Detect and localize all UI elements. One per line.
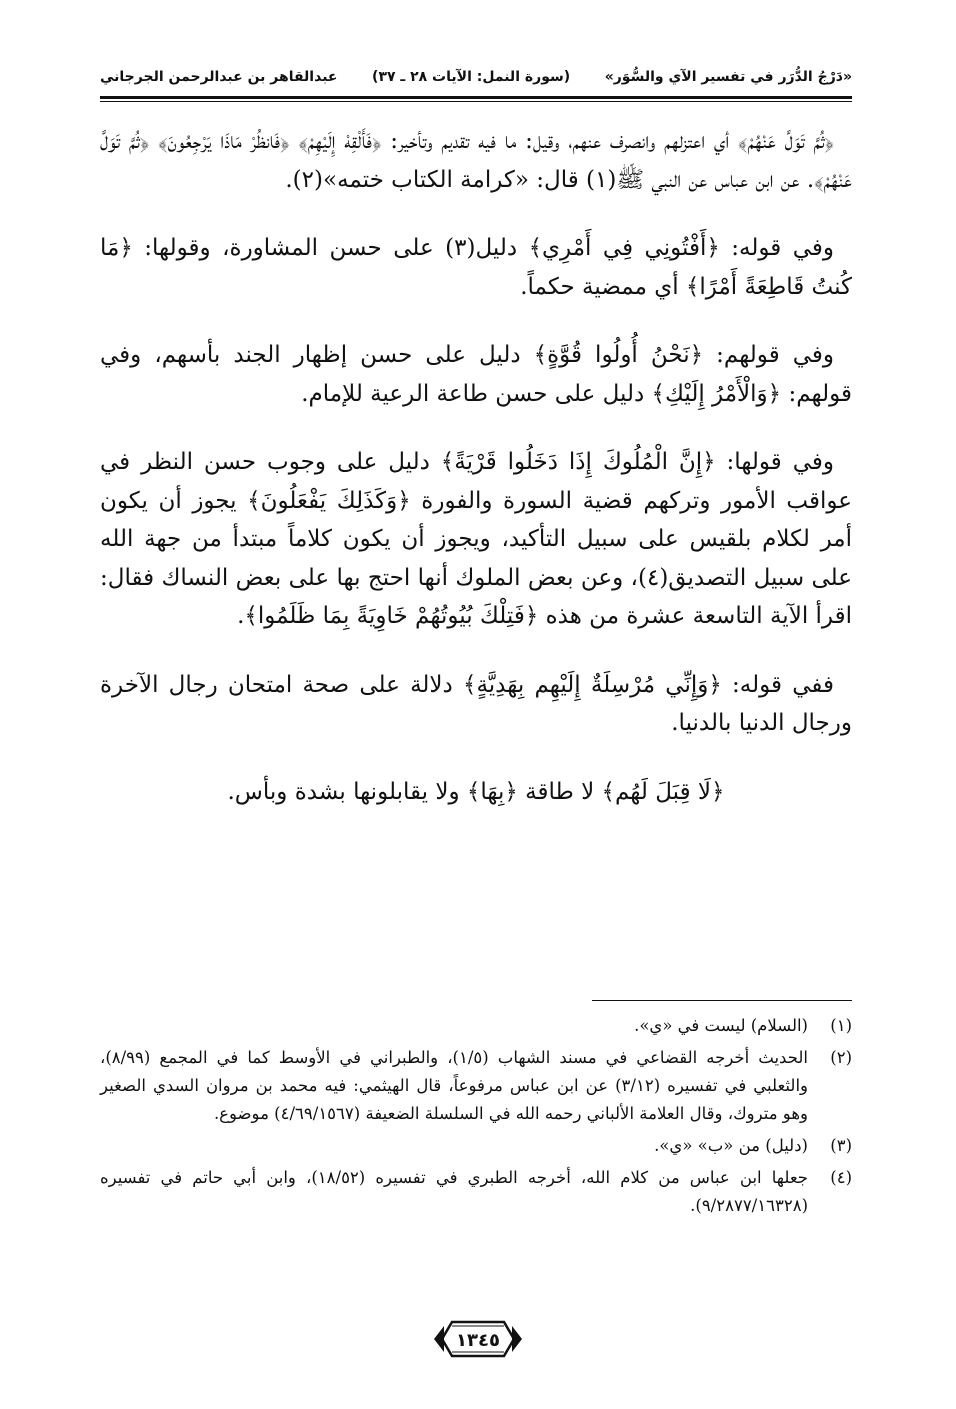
footnote-number: (٣) [830,1136,852,1155]
footnotes [100,1012,852,1224]
header-rule [100,96,852,99]
paragraph: ففي قوله: ﴿وَإِنِّي مُرْسِلَةٌ إِلَيْهِم بِهَدِيَّةٍ﴾ دلالة على صحة امتحان رجال الآخرة ورجال الدنيا بالدنيا. [100,671,852,736]
footnote [100,1132,852,1160]
body-text [100,122,852,841]
footnote-number: (١) [830,1016,852,1035]
footnote-text: (دليل) من «ب» «ي». [654,1136,808,1155]
paragraph: وفي قولها: ﴿إِنَّ الْمُلُوكَ إِذَا دَخَلُوا قَرْيَةً﴾ دليل على وجوب حسن النظر في عواقب الأمور وتركهم قضية السورة والفورة ﴿وَكَذَلِكَ يَفْعَلُونَ﴾ يجوز أن يكون أمر لكلام بلقيس على سبيل التأكيد، ويجوز أن يكون كلاماً مبتدأ من جهة الله على سبيل التصديق(٤)، وعن بعض الملوك أنها احتج بها على بعض النساك فقال: اقرأ الآية التاسعة عشرة من هذه ﴿فَتِلْكَ بُيُوتُهُمْ خَاوِيَةً بِمَا ظَلَمُوا﴾. [100,449,852,629]
footnote-number: (٢) [830,1048,852,1067]
closing-line: ﴿لَا قِبَلَ لَهُم﴾ لا طاقة ﴿بِهَا﴾ ولا يقابلونها بشدة وبأس. [227,778,725,805]
header-book-title: «دَرْجُ الدُّرَر في تفسير الآي والسُّوَر» [604,69,852,85]
page-number-ornament [432,1316,524,1362]
paragraph: ﴿ثُمَّ تَوَلَّ عَنْهُمْ﴾ أي اعتزلهم وانصرف عنهم، وقيل: ما فيه تقديم وتأخير: ﴿فَأَلْقِهْ إِلَيْهِمْ﴾ ﴿فَانظُرْ مَاذَا يَرْجِعُونَ﴾ ﴿ثُمَّ تَوَلَّ عَنْهُمْ﴾. عن ابن عباس عن النبي ﷺ(١) قال: «كرامة الكتاب ختمه»(٢). [100,128,852,193]
footnote-text: الحديث أخرجه القضاعي في مسند الشهاب (١/٥)، والطبراني في الأوسط كما في المجمع (٨/٩٩)، والثعلبي في تفسيره (٣/١٢) عن ابن عباس مرفوعاً، قال الهيثمي: فيه محمد بن مروان السدي الصغير وهو متروك، وقال العلامة الألباني رحمه الله في السلسلة الضعيفة (٤/٦٩/١٥٦٧) موضوع. [100,1048,808,1123]
footnote-text: جعلها ابن عباس من كلام الله، أخرجه الطبري في تفسيره (١٨/٥٢)، وابن أبي حاتم في تفسيره (٩/٢٨٧٧/١٦٣٢٨). [100,1168,808,1215]
paragraph: وفي قوله: ﴿أَفْتُونِي فِي أَمْرِي﴾ دليل(٣) على حسن المشاورة، وقولها: ﴿مَا كُنتُ قَاطِعَةً أَمْرًا﴾ أي ممضية حكماً. [100,235,852,300]
page-number-frame [432,1316,524,1362]
footnote-text: (السلام) ليست في «ي». [634,1016,808,1035]
footnote [100,1012,852,1040]
paragraph: وفي قولهم: ﴿نَحْنُ أُولُوا قُوَّةٍ﴾ دليل على حسن إظهار الجند بأسهم، وفي قولهم: ﴿وَالْأَمْرُ إِلَيْكِ﴾ دليل على حسن طاعة الرعية للإمام. [100,342,852,407]
footnote [100,1044,852,1128]
footnote-number: (٤) [830,1168,852,1187]
header-rule-thin [100,101,852,102]
header-section: (سورة النمل: الآيات ٢٨ ـ ٣٧) [372,69,571,85]
page-number: ١٣٤٥ [456,1330,500,1351]
header-author: عبدالقاهر بن عبدالرحمن الجرجاني [100,69,338,85]
footnote-separator [592,1000,852,1001]
footnote [100,1164,852,1220]
running-header [100,62,852,92]
